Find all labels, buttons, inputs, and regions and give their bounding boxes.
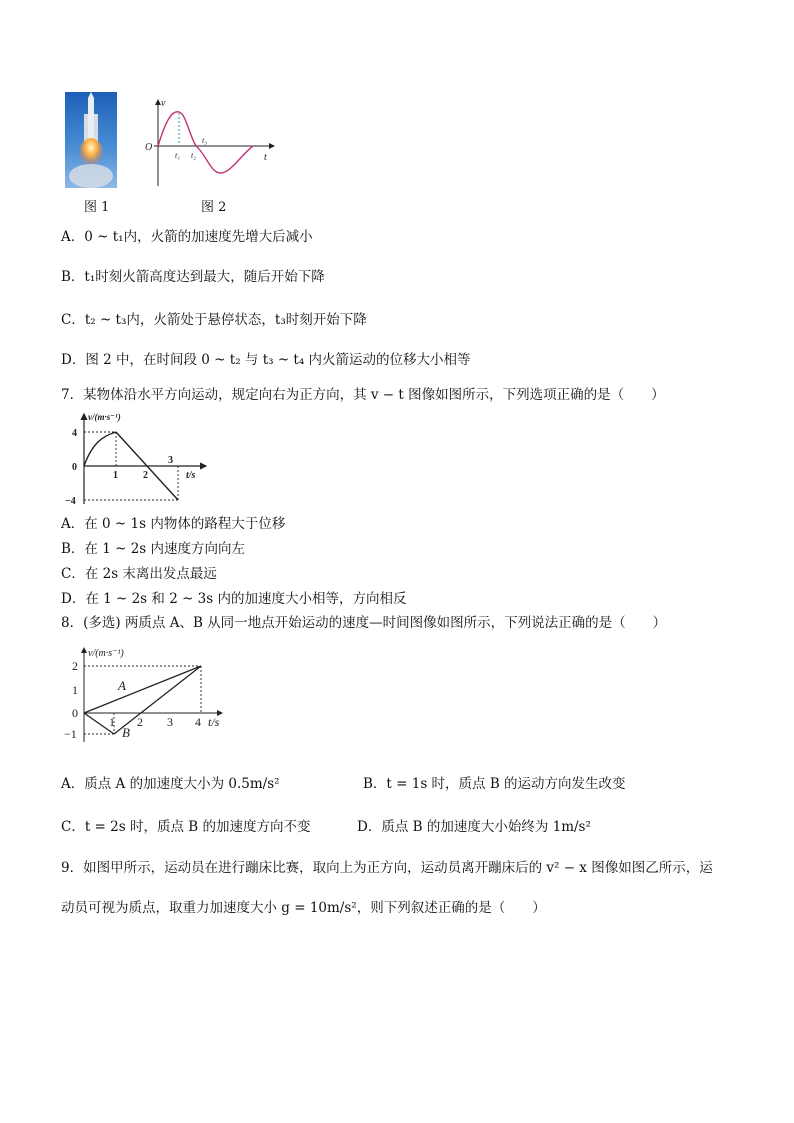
q8-ylabel: v/(m·s⁻¹) [88,648,124,659]
q6-option-c: C．t₂ ~ t₃内，火箭处于悬停状态，t₃时刻开始下降 [61,312,367,328]
q6-option-b: B．t₁时刻火箭高度达到最大，随后开始下降 [61,269,325,285]
q8-tick-x2: 2 [137,715,143,729]
q8-graph [62,644,232,744]
q7-tick-y4: 4 [72,428,77,439]
q7-option-d: D．在 1 ~ 2s 和 2 ~ 3s 内的加速度大小相等，方向相反 [61,591,407,607]
fig2-t2-label: t₂ [191,151,197,160]
q9-line1: 9．如图甲所示，运动员在进行蹦床比赛，取向上为正方向，运动员离开蹦床后的 v² − x 图像如图乙所示，运 [61,860,713,876]
q8-option-b: B．t = 1s 时，质点 B 的运动方向发生改变 [363,776,626,792]
q7-option-c: C．在 2s 末离出发点最远 [61,566,217,582]
fig2-v-label: v [161,98,166,109]
q8-tick-x1: 1 [109,715,115,729]
q8-tick-y0: 0 [72,706,78,720]
q8-xlabel: t/s [208,715,220,729]
q8-line-b-label: B [122,725,130,740]
q8-option-c: C．t = 2s 时，质点 B 的加速度方向不变 [61,819,311,835]
q8-option-a: A．质点 A 的加速度大小为 0.5m/s² [61,776,280,792]
q6-option-d: D．图 2 中，在时间段 0 ~ t₂ 与 t₃ ~ t₄ 内火箭运动的位移大小相等 [61,352,471,368]
fig2-origin-label: O [145,142,153,153]
q8-stem: 8．(多选) 两质点 A、B 从同一地点开始运动的速度—时间图像如图所示，下列说法正确的是（ ） [61,615,667,631]
fig2-t-label: t [264,152,267,163]
fig2-caption: 图 2 [201,200,227,215]
q7-tick-x2: 2 [143,470,148,481]
rocket-photo [65,92,117,188]
q8-tick-x3: 3 [167,715,173,729]
q7-xlabel: t/s [186,470,196,481]
q7-stem: 7．某物体沿水平方向运动，规定向右为正方向，其 v − t 图像如图所示，下列选项正确的是（ ） [61,387,665,403]
q7-ylabel: v/(m·s⁻¹) [88,412,121,422]
q8-tick-y1: 1 [72,683,78,697]
q8-tick-x4: 4 [195,715,201,729]
q6-option-a: A．0 ~ t₁内，火箭的加速度先增大后减小 [61,229,313,245]
q8-tick-yneg1: −1 [64,727,77,741]
q8-tick-y2: 2 [72,659,78,673]
q7-tick-yneg4: −4 [65,496,76,507]
q7-graph [62,408,212,508]
q7-tick-x3: 3 [168,455,173,466]
fig2-t1-label: t₁ [175,151,181,160]
q7-tick-x1: 1 [113,470,118,481]
fig2-t3-label: t₃ [202,136,208,145]
fig1-caption: 图 1 [84,200,110,215]
q7-option-a: A．在 0 ~ 1s 内物体的路程大于位移 [61,516,286,532]
q7-tick-y0: 0 [72,462,77,473]
q8-line-a-label: A [118,678,126,693]
q8-option-d: D．质点 B 的加速度大小始终为 1m/s² [357,819,591,835]
fig2-graph [140,96,280,190]
q7-option-b: B．在 1 ~ 2s 内速度方向向左 [61,541,246,557]
q9-line2: 动员可视为质点，取重力加速度大小 g = 10m/s²，则下列叙述正确的是（ ） [61,900,546,916]
